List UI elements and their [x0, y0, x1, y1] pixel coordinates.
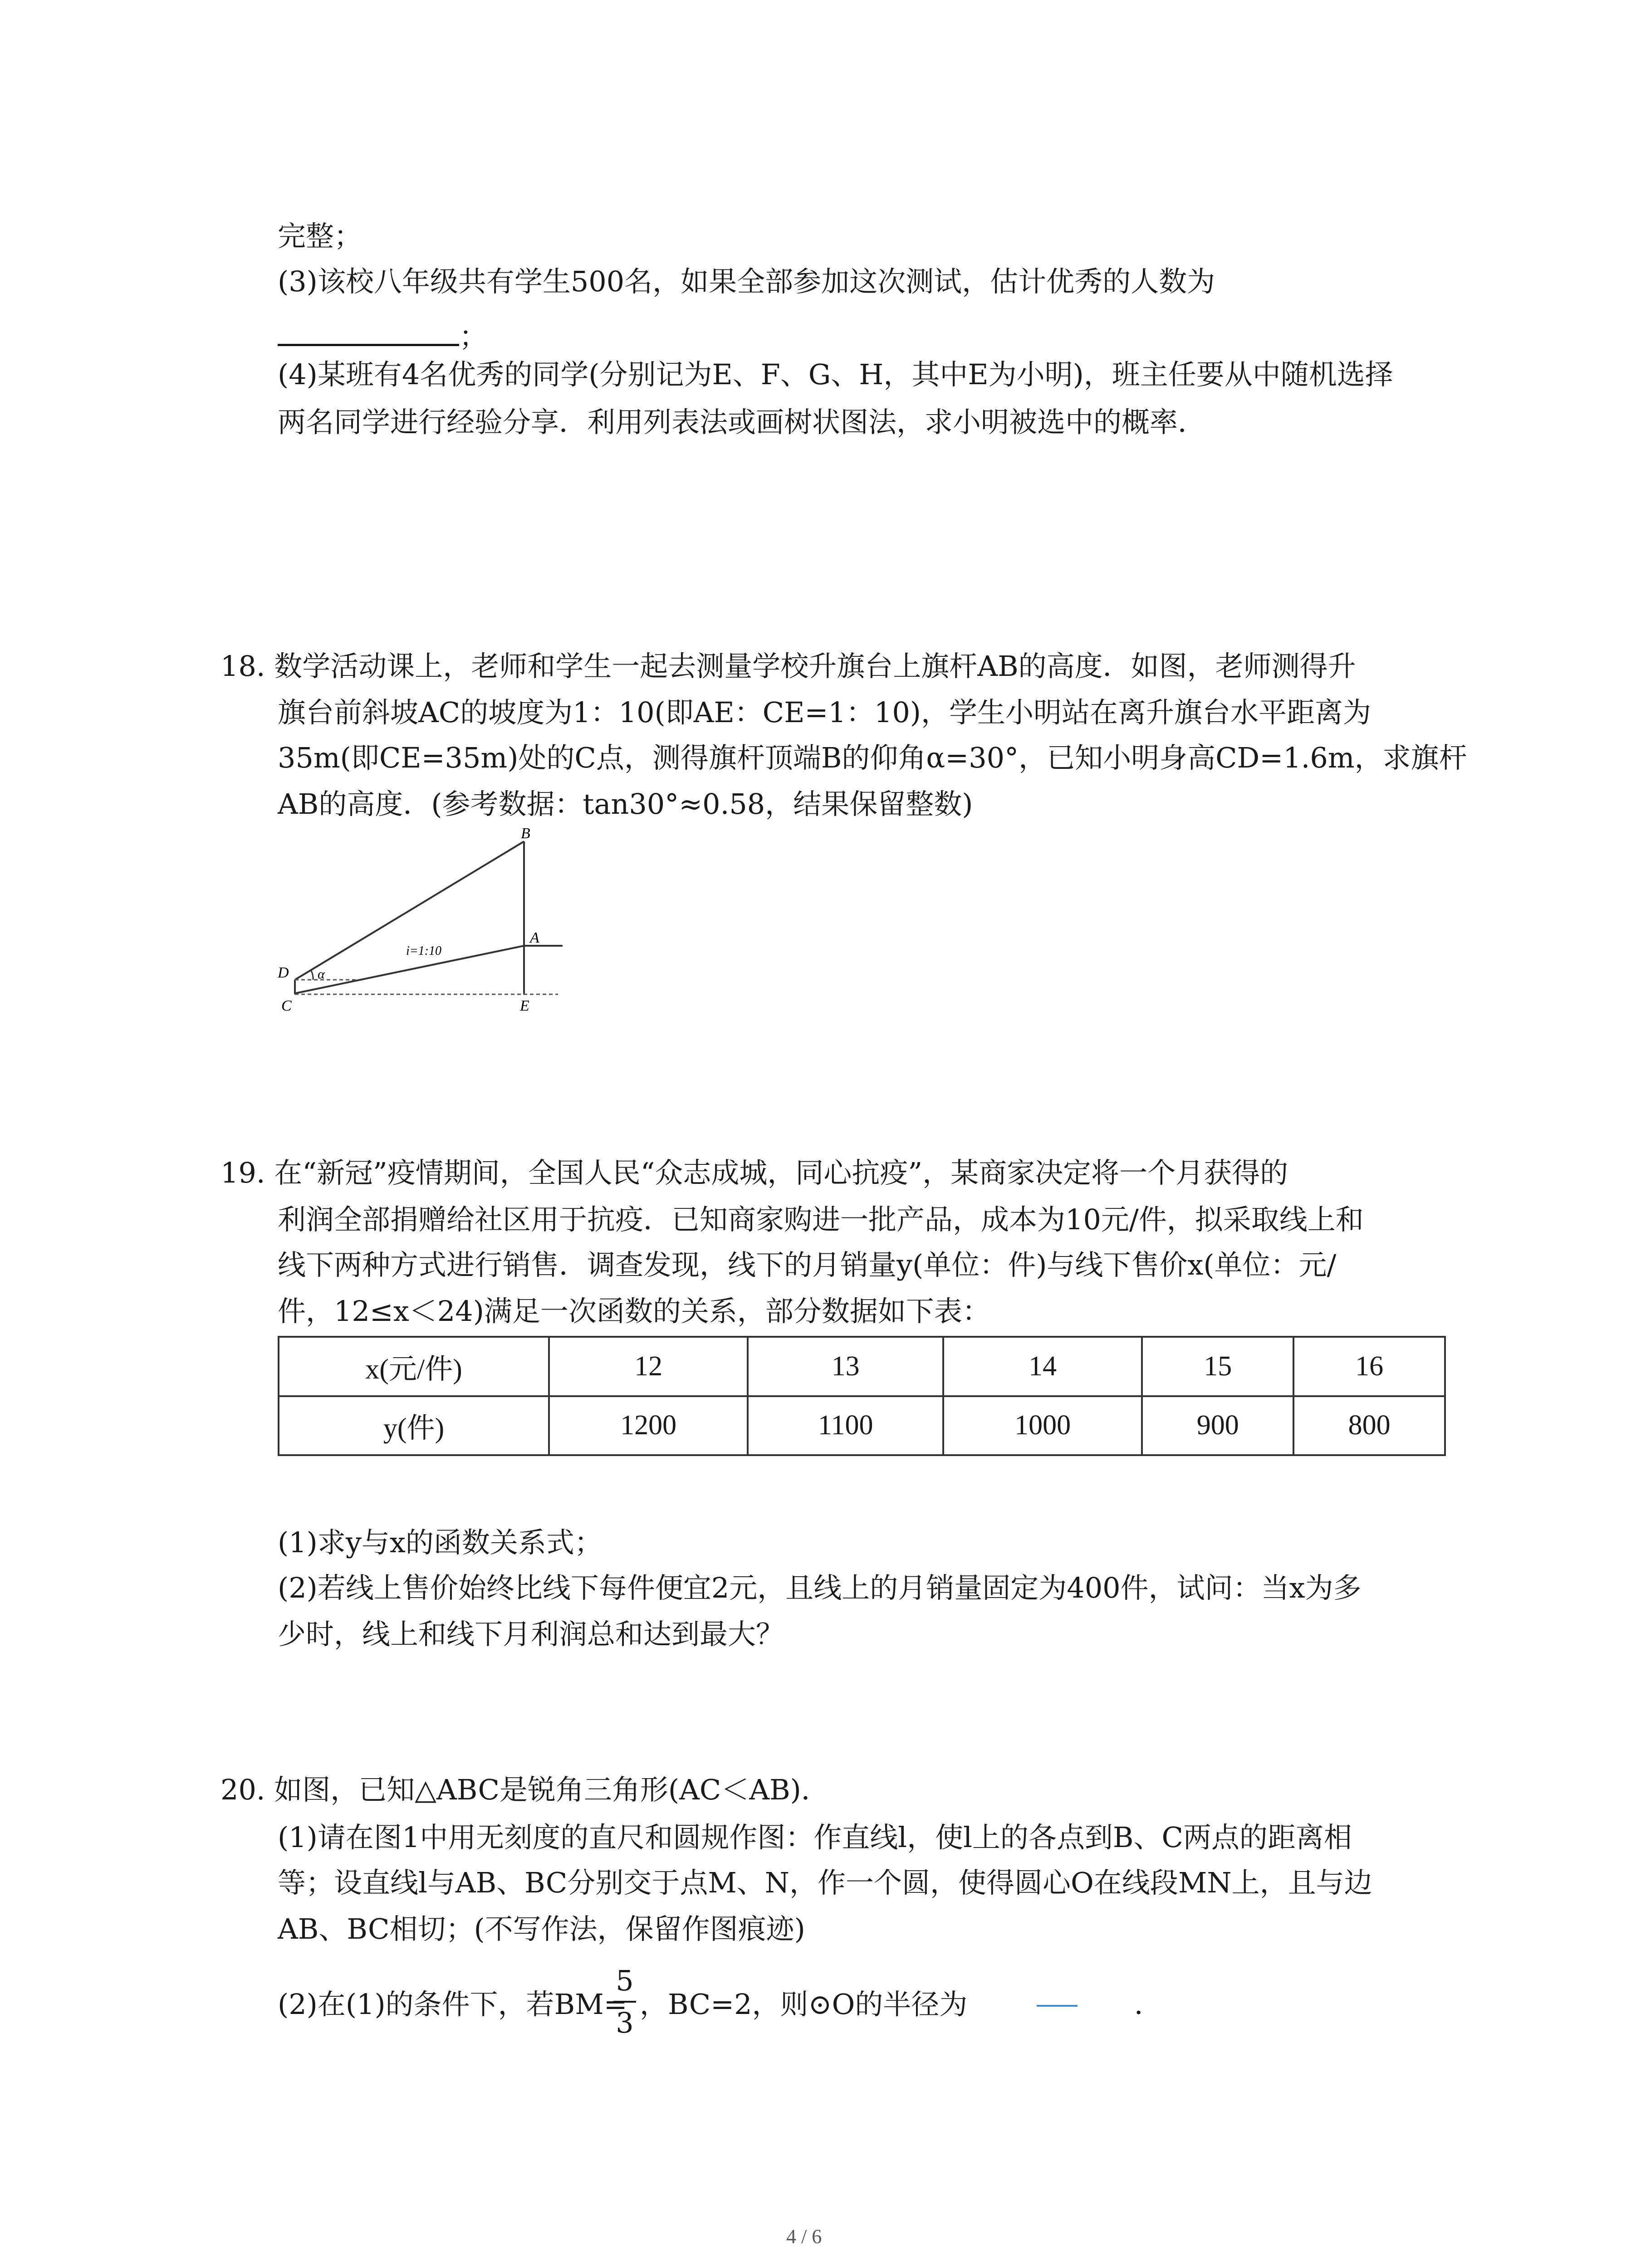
q20-line4: AB、BC相切；(不写作法，保留作图痕迹)	[278, 1912, 805, 1945]
q20-line1: 20. 如图，已知△ABC是锐角三角形(AC＜AB)．	[220, 1773, 829, 1806]
q18-line4: AB的高度．(参考数据：tan30°≈0.58，结果保留整数)	[278, 787, 973, 821]
label-B: B	[521, 826, 530, 842]
table-row	[279, 1337, 1445, 1396]
q17-line1: 完整；	[278, 220, 362, 253]
q17-line4: (4)某班有4名优秀的同学(分别记为E、F、G、H，其中E为小明)，班主任要从中随机选择	[278, 358, 1393, 391]
q17-line3	[278, 318, 487, 351]
label-D: D	[278, 964, 289, 981]
q20-line5-pre: (2)在(1)的条件下，若BM=	[278, 1988, 627, 2021]
q18-line2: 旗台前斜坡AC的坡度为1：10(即AE：CE=1：10)，学生小明站在离升旗台水平距离为	[278, 696, 1371, 729]
q17-line5: 两名同学进行经验分享．利用列表法或画树状图法，求小明被选中的概率．	[278, 406, 1206, 439]
label-slope: i=1:10	[406, 944, 441, 958]
table-cell: 1000	[943, 1396, 1142, 1456]
q20-line2: (1)请在图1中用无刻度的直尺和圆规作图：作直线l，使l上的各点到B、C两点的距离相	[278, 1821, 1352, 1854]
q20-line5-end: ．	[1134, 1988, 1163, 2021]
table-cell: 16	[1293, 1337, 1445, 1396]
q17-line2: (3)该校八年级共有学生500名，如果全部参加这次测试，估计优秀的人数为	[278, 265, 1215, 298]
table-cell: 12	[549, 1337, 748, 1396]
label-C: C	[281, 997, 292, 1014]
q18-line3: 35m(即CE=35m)处的C点，测得旗杆顶端B的仰角α=30°，已知小明身高CD=1.6m，求旗杆	[278, 741, 1467, 774]
q19-line1: 19. 在“新冠”疫情期间，全国人民“众志成城，同心抗疫”，某商家决定将一个月获得的	[220, 1156, 1288, 1189]
q20-line3: 等；设直线l与AB、BC分别交于点M、N，作一个圆，使得圆心O在线段MN上，且与边	[278, 1866, 1372, 1899]
q20-line5-post: ，BC=2，则⊙O的半径为	[640, 1988, 968, 2021]
q18-line1: 18. 数学活动课上，老师和学生一起去测量学校升旗台上旗杆AB的高度．如图，老师测得升	[220, 650, 1356, 683]
table-cell: 13	[748, 1337, 943, 1396]
q19-line2: 利润全部捐赠给社区用于抗疫．已知商家购进一批产品，成本为10元/件，拟采取线上和	[278, 1203, 1364, 1236]
table-cell: 1200	[549, 1396, 748, 1456]
table-row	[279, 1396, 1445, 1456]
q19-line3: 线下两种方式进行销售．调查发现，线下的月销量y(单位：件)与线下售价x(单位：元/	[278, 1248, 1337, 1281]
q19-sub1: (1)求y与x的函数关系式；	[278, 1526, 603, 1559]
answer-blank	[278, 318, 459, 346]
q19-sub2b: 少时，线上和线下月利润总和达到最大？	[278, 1618, 784, 1651]
table-cell: 900	[1142, 1396, 1293, 1456]
table-cell: 800	[1293, 1396, 1445, 1456]
table-cell: 1100	[748, 1396, 943, 1456]
label-E: E	[520, 997, 529, 1014]
page-number: 4 / 6	[786, 2225, 822, 2248]
fraction-numerator: 5	[613, 1964, 636, 2003]
table-cell: 15	[1142, 1337, 1293, 1396]
q19-sub2a: (2)若线上售价始终比线下每件便宜2元，且线上的月销量固定为400件，试问：当x为多	[278, 1571, 1362, 1604]
table-cell: y(件)	[279, 1396, 549, 1456]
label-A: A	[530, 929, 539, 946]
fraction-denominator: 3	[616, 2006, 634, 2039]
flagpole-figure	[268, 826, 585, 1025]
fraction-five-thirds	[613, 1964, 636, 2039]
answer-blank-dash	[1037, 2005, 1078, 2007]
label-alpha: α	[318, 967, 325, 982]
q17-line3-suffix: ；	[459, 320, 488, 353]
q19-line4: 件，12≤x＜24)满足一次函数的关系，部分数据如下表：	[278, 1295, 990, 1328]
table-cell: x(元/件)	[279, 1337, 549, 1396]
table-cell: 14	[943, 1337, 1142, 1396]
price-sales-table	[278, 1336, 1446, 1456]
